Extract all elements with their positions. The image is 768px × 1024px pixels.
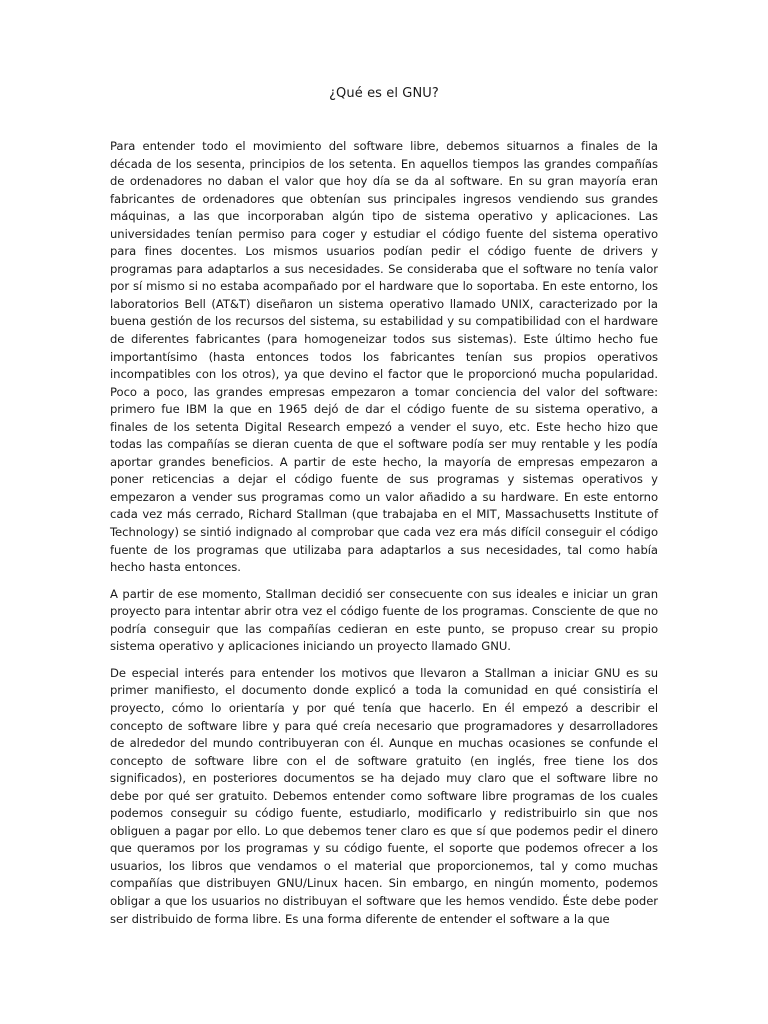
- paragraph-1: Para entender todo el movimiento del software libre, debemos situarnos a finales de la década de los sesenta, principios de los setenta. En aquellos tiempos las grandes compañías de ordenadores no daban el valor que hoy día se da al software. En su gran mayoría eran fabricantes de ordenadores que obtenían sus principales ingresos vendiendo sus grandes máquinas, a las que incorporaban algún tipo de sistema operativo y aplicaciones. Las universidades tenían permiso para coger y estudiar el código fuente del sistema operativo para fines docentes. Los mismos usuarios podían pedir el código fuente de drivers y programas para adaptarlos a sus necesidades. Se consideraba que el software no tenía valor por sí mismo si no estaba acompañado por el hardware que lo soportaba. En este entorno, los laboratorios Bell (AT&T) diseñaron un sistema operativo llamado UNIX, caracterizado por la buena gestión de los recursos del sistema, su estabilidad y su compatibilidad con el hardware de diferentes fabricantes (para homogeneizar todos sus sistemas). Este último hecho fue importantísimo (hasta entonces todos los fabricantes tenían sus propios operativos incompatibles con los otros), ya que devino el factor que le proporcionó mucha popularidad. Poco a poco, las grandes empresas empezaron a tomar conciencia del valor del software: primero fue IBM la que en 1965 dejó de dar el código fuente de su sistema operativo, a finales de los setenta Digital Research empezó a vender el suyo, etc. Este hecho hizo que todas las compañías se dieran cuenta de que el software podía ser muy rentable y les podía aportar grandes beneficios. A partir de este hecho, la mayoría de empresas empezaron a poner reticencias a dejar el código fuente de sus programas y sistemas operativos y empezaron a vender sus programas como un valor añadido a su hardware. En este entorno cada vez más cerrado, Richard Stallman (que trabajaba en el MIT, Massachusetts Institute of Technology) se sintió indignado al comprobar que cada vez era más difícil conseguir el código fuente de los programas que utilizaba para adaptarlos a sus necesidades, tal como había hecho hasta entonces.: [110, 139, 658, 575]
- document-body: [110, 138, 658, 937]
- paragraph-2: A partir de ese momento, Stallman decidió ser consecuente con sus ideales e iniciar un gran proyecto para intentar abrir otra vez el código fuente de los programas. Consciente de que no podría conseguir que las compañías cedieran en este punto, se propuso crear su propio sistema operativo y aplicaciones iniciando un proyecto llamado GNU.: [110, 586, 658, 654]
- paragraph-3: De especial interés para entender los motivos que llevaron a Stallman a iniciar GNU es su primer manifiesto, el documento donde explicó a toda la comunidad en qué consistiría el proyecto, cómo lo orientaría y por qué tenía que hacerlo. En él empezó a describir el concepto de software libre y para qué creía necesario que programadores y desarrolladores de alrededor del mundo contribuyeran con él. Aunque en muchas ocasiones se confunde el concepto de software libre con el de software gratuito (en inglés, free tiene los dos significados), en posteriores documentos se ha dejado muy claro que el software libre no debe por qué ser gratuito. Debemos entender como software libre programas de los cuales podemos conseguir su código fuente, estudiarlo, modificarlo y redistribuirlo sin que nos obliguen a pagar por ello. Lo que debemos tener claro es que sí que podemos pedir el dinero que queramos por los programas y su código fuente, el soporte que podemos ofrecer a los usuarios, los libros que vendamos o el material que proporcionemos, tal y como muchas compañías que distribuyen GNU/Linux hacen. Sin embargo, en ningún momento, podemos obligar a que los usuarios no distribuyan el software que les hemos vendido. Éste debe poder ser distribuido de forma libre. Es una forma diferente de entender el software a la que: [110, 665, 658, 926]
- page-title: ¿Qué es el GNU?: [329, 86, 439, 101]
